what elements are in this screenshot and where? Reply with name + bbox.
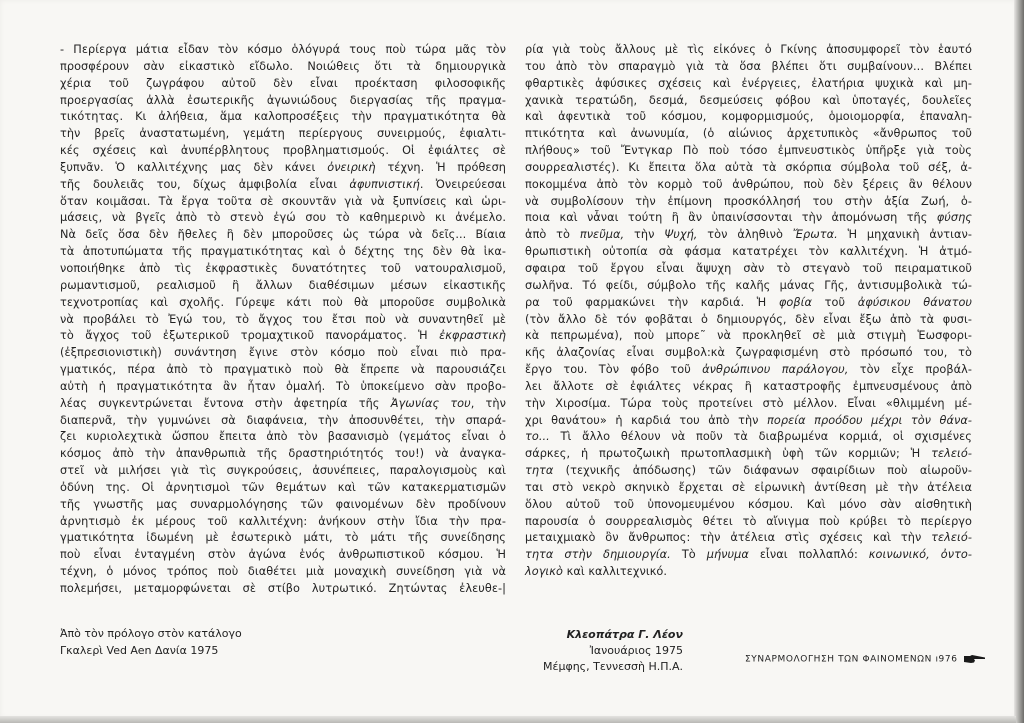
signature-place: Μέμφης, Τεννεσσὴ Η.Π.Α. (543, 660, 683, 673)
text-line (525, 362, 972, 379)
text-run: μάσεις, νὰ βγεῖς ἀπὸ τὸ στενὸ ἐγώ σου τὸ καθημερινὸ κι ἀνέμελο. (60, 211, 506, 225)
text-run: , τὴν (470, 396, 506, 410)
text-run: τὰ ἀποτυπώματα τῆς πραγματικότητας καὶ ὁ δέχτης της δὲν θὰ ἱκα- (60, 245, 506, 259)
text-run: τῆς γνωστῆς μας συναρμολόγησης τῶν φαινομένων δὲν προδίνουν (60, 497, 506, 511)
text-run: φθαρτικὲς ἀφύσικες σχέσεις καὶ ἐνέργειες, ἐλατήρια ψυχικὰ καὶ μη- (525, 76, 972, 90)
text-line (60, 261, 506, 278)
text-line (525, 143, 972, 160)
text-line (60, 194, 506, 211)
text-line (60, 446, 506, 463)
text-line (60, 429, 506, 446)
text-run: τεχνοτροπίας καὶ σχολῆς. Γύρεψε κάτι ποὺ θὰ μποροῦσε συμβολικὰ (60, 295, 506, 309)
text-run: νὰ προβάλει τὸ Ἐγώ του, τὸ ἄγχος του ἔτσι ποὺ νὰ συναντηθεῖ μὲ (60, 312, 506, 326)
text-line (525, 463, 972, 480)
page-footer (745, 654, 986, 665)
text-run: Ἡ μηχανικὴ ἀντιαν- (837, 228, 973, 242)
italic-text: Ἔρωτα. (792, 228, 838, 242)
text-line (60, 480, 506, 497)
text-run: προεργασίας ἀλλὰ ἐσωτερικῆς ἀγωνιώδους διεργασίας τῆς πραγμα- (60, 93, 506, 107)
text-line (525, 379, 972, 396)
text-line (525, 446, 972, 463)
text-line (525, 227, 972, 244)
text-run: αὐτὴ ἡ πραγματικότητα ἂν ἦταν ὁμαλή. Τὸ ὑποκείμενο σὰν προβο- (60, 379, 506, 393)
author-signature (535, 627, 683, 675)
italic-text: ὀνειρικὴ (327, 160, 376, 174)
text-run: τὸν ἀληθινὸ (697, 228, 793, 242)
text-run: τὴν Χιροσίμα. Τώρα τοὺς προτείνει στὸ μέλλον. Εἶναι «θλιμμένη μέ- (525, 396, 972, 410)
text-run: παρουσία ὁ σουρρεαλισμὸς θέτει τὸ αἴνιγμα ποὺ κρύβει τὸ περίεργο (525, 514, 972, 528)
text-line (60, 143, 506, 160)
text-run: χέρια τοῦ ζωγράφου αὐτοῦ δὲν εἶναι προέκταση φιλοσοφικῆς (60, 76, 506, 90)
text-run: γματικός, πέρα ἀπὸ τὸ πραγματικὸ ποὺ θὰ ἔπρεπε νὰ παρουσιάζει (60, 363, 506, 377)
text-run: ρα τοῦ φαρμακώνει τὴν καρδιά. Ἡ (525, 295, 779, 309)
text-run: τὴν (624, 228, 665, 242)
text-run: λέας συγκεντρώνεται ἔντονα στὴν ἀφετηρία τῆς (60, 396, 391, 410)
italic-text: ἀφυπνιστική (349, 177, 420, 191)
text-line (60, 497, 506, 514)
text-run: ρία γιὰ τοὺς ἄλλους μὲ τὶς εἰκόνες ὁ Γκίνης ἀποσυμφορεῖ τὸν ἑαυτό (525, 43, 972, 56)
italic-text: ἐκφραστικὴ (439, 329, 506, 343)
text-run: ἀπὸ τὸ (525, 228, 580, 242)
text-run: στεῖ νὰ μιλήσει γιὰ τὶς συγκρούσεις, ἀσυνέπειες, παραλογισμοὺς καὶ (60, 464, 506, 478)
italic-text: λογικὸ (525, 565, 563, 579)
text-line (525, 160, 972, 177)
text-run: του ἀπὸ τὸν σπαραγμὸ γιὰ τὰ ὅσα βλέπει ὅτι συμβαίνουν... Βλέπει (525, 59, 972, 73)
text-run: (τεχνικῆς ἀπόδωσης) τῶν διάφανων σφαιρίδιων ποὺ αἰωροῦν- (553, 464, 972, 478)
text-line (525, 328, 972, 345)
text-run: . Ὀνειρεύεσαι (419, 177, 506, 191)
text-line (525, 261, 972, 278)
text-line (60, 547, 506, 564)
text-run: καὶ ἀφεντικὰ τοῦ κόσμου, κομφορμισμούς, ὁμοιομορφία, ἐπαναλη- (525, 110, 972, 124)
text-line (525, 547, 972, 564)
italic-text: τελειό- (931, 447, 972, 461)
text-line (525, 278, 972, 295)
text-line (60, 42, 506, 59)
signature-date: Ἰανουάριος 1975 (589, 644, 683, 657)
text-column-right (525, 42, 972, 581)
text-line (525, 514, 972, 531)
text-run: κὰ πεπρωμένα), ποὺ μπορε῀ νὰ προκληθεῖ σὲ μιὰ στιγμὴ Ἑωσφορι- (525, 329, 972, 343)
italic-text: φύσης (936, 211, 972, 225)
text-run: σάρκες, ἡ πρωτοζωικὴ πρωτοπλασμικὴ ὑφὴ τῶν κορμιῶν; Ἡ (525, 447, 932, 461)
page-edge-shadow (1014, 0, 1024, 723)
text-run: τὸ ἄγχος τοῦ ἐξωτερικοῦ τρομαχτικοῦ πανοράματος. Ἡ (60, 329, 440, 343)
text-line (60, 278, 506, 295)
text-run: τῆς δουλειᾶς του, δίχως ἀμφιβολία εἶναι (60, 177, 350, 191)
text-line (60, 463, 506, 480)
text-line (60, 362, 506, 379)
text-run: χανικὰ τερατώδη, δεσμά, δεσμεύσεις φόβου καὶ ὑποταγές, δουλεῖες (525, 93, 972, 107)
caption-line-2: Γκαλερὶ Ved Aen Δανία 1975 (60, 644, 219, 657)
text-run: Νὰ δεῖς ὅσα δὲν ἤθελες ἢ δὲν μποροῦσες ὡς τώρα νὰ δεῖς... Βίαια (60, 228, 506, 242)
source-caption (60, 625, 242, 659)
text-line (525, 480, 972, 497)
text-run: ζει κυριολεχτικὰ ὥσπου ἔπειτα ἀπὸ τὸν βασανισμὸ (γεμάτος εἶναι ὁ (60, 430, 506, 444)
text-run: κές σχέσεις καὶ ἀνυπέρβλητους προβληματισμούς. Οἱ ἐφιάλτες σὲ (60, 144, 506, 158)
footer-title: ΣΥΝΑΡΜΟΛΟΓΗΣΗ ΤΩΝ ΦΑΙΝΟΜΕΝΩΝ (745, 654, 932, 665)
text-run: προσφέρουν σὰν εἰκαστικὸ εἴδωλο. Νοιώθεις ὅτι τὰ δημιουργικὰ (60, 59, 506, 73)
text-run: ὅταν κοιμᾶσαι. Τὰ ἔργα τοῦτα σὲ σκουντᾶν γιὰ νὰ ξυπνίσεις καὶ ὡρι- (60, 194, 506, 208)
text-line (60, 581, 506, 598)
text-line (60, 345, 506, 362)
text-run: (ἐξπρεσιονιστικὴ) συνάντηση ἔγινε στὸν κόσμο ποὺ εἶναι πιὸ πρα- (60, 346, 506, 360)
text-run: νοποιήθηκε ἀπὸ τὶς ἐκφραστικὲς δυνατότητες τοῦ νατουραλισμοῦ, (60, 261, 506, 275)
text-run: σουρρεαλιστές). Κι ἔπειτα ὅλα αὐτὰ τὰ σκόρπια σύμβολα τοῦ σέξ, ἀ- (525, 160, 972, 174)
text-run: κόσμος ἀπὸ τὴν ἀπανθρωπιὰ τῆς δραστηριότητός του!) νὰ ἀναγκα- (60, 447, 506, 461)
text-line (525, 564, 972, 581)
text-run: ὀδύνη της. Οἱ ἀρνητισμοὶ τῶν θεμάτων καὶ τῶν κατακερματισμῶν (60, 480, 506, 494)
text-run: νὰ συμβολίσουν τὴν ἐπίμονη προσκόλλησή του στὴν ἀξία Ζωή, ὁ- (525, 194, 972, 208)
text-line (60, 379, 506, 396)
text-line (525, 210, 972, 227)
text-line (525, 42, 972, 59)
text-run: Τὶ ἄλλο θέλουν νὰ ποῦν τὰ διαβρωμένα κορμιά, οἱ σχισμένες (549, 430, 972, 444)
italic-text: Ἀγωνίας του (390, 396, 471, 410)
text-line (525, 312, 972, 329)
text-run: πλήθους» τοῦ Ἔντγκαρ Πὸ ποὺ τόσο ἐμπνευστικὸς ὑπῆρξε γιὰ τοὺς (525, 144, 972, 158)
text-line (60, 396, 506, 413)
text-run: διαπερνᾶ, τὴν γυμνώνει σὰ διαφάνεια, τὴν ἀποσυνθέτει, τὴν σπαρά- (60, 413, 506, 427)
text-run: θρωπιστικὴ οὐτοπία σὰ φάσμα κατατρέχει τὸν καλλιτέχνη. Ἡ ἀτμό- (525, 245, 972, 259)
text-line (525, 194, 972, 211)
text-column-left (60, 42, 506, 598)
text-run: ὅλου αὐτοῦ τοῦ ὑπονομευμένου κόσμου. Καὶ μόνο σὰν αἰσθητικὴ (525, 497, 972, 511)
text-line (60, 514, 506, 531)
text-run: ται στὸ νεκρὸ σκηνικὸ ἔρχεται σὲ εἰρωνικὴ ἀντίθεση μὲ τὴν ἀτέλεια (525, 480, 972, 494)
text-run: γματικότητα ἰδωμένη μὲ ἐσωτερικὸ μάτι, τὸ μάτι τῆς συνείδησης (60, 531, 506, 545)
text-line (60, 295, 506, 312)
caption-line-1: Ἀπὸ τὸν πρόλογο στὸν κατάλογο (60, 627, 242, 640)
text-line (525, 244, 972, 261)
text-run: πτικότητα καὶ ἀνωνυμία, (ὁ αἰώνιος ἀρχετυπικὸς «ἄνθρωπος τοῦ (525, 127, 972, 141)
text-run: ποκομμένα ἀπὸ τὸν κορμὸ τοῦ ἀνθρώπου, ποὺ δὲν ξέρεις ἂν θέλουν (525, 177, 972, 191)
text-run: λει ἄλλοτε σὲ ἐφιάλτες νέκρας ἢ καταστροφῆς ἐμπνευσμένους ἀπὸ (525, 379, 972, 393)
text-run: κῆς ἀλαζονίας εἶναι συμβολ:κὰ ζωγραφισμένη στὸ πρόσωπό του, τὸ (525, 346, 972, 360)
text-line (60, 126, 506, 143)
italic-text: φοβία (778, 295, 812, 309)
text-line (525, 76, 972, 93)
italic-text: ἀφύσικου θάνατου (857, 295, 972, 309)
pointing-hand-icon (964, 654, 986, 664)
text-run: τικότητας. Κι ἀλήθεια, ἅμα καλοπροσέξεις τὴν πραγματικότητα θὰ (60, 110, 506, 124)
text-line (525, 93, 972, 110)
text-run: πολεμήσει, μεταμορφώνεται σὲ στίβο λυτρωτικό. Ζητώντας ἐλευθε-| (60, 582, 506, 595)
italic-text: πορεία προόδου μέχρι τὸν θάνα- (767, 413, 973, 427)
text-line (525, 126, 972, 143)
text-run: τὸν εἶχε προβάλ- (848, 363, 972, 377)
text-line (60, 312, 506, 329)
text-run: τέχνη, ὁ μόνος τρόπος ποὺ διαθέτει μιὰ μοναχικὴ συνείδηση γιὰ νὰ (60, 565, 506, 579)
text-run: σωλῆνα. Τό φείδι, σύμβολο τῆς καλῆς μάνας Γῆς, ἀντισυμβολικὰ τώ- (525, 278, 972, 292)
text-run: ποια καὶ νἆναι τούτη ἢ ἂν ὑπαινίσσονται τὴν ἀπομόνωση τῆς (525, 211, 937, 225)
text-run: ξυπνᾶν. Ὁ καλλιτέχνης μας δὲν κάνει (60, 160, 328, 174)
italic-text: το... (525, 430, 550, 444)
text-line (60, 210, 506, 227)
text-run: - Περίεργα μάτια εἶδαν τὸν κόσμο ὁλόγυρά τους ποὺ τώρα μᾶς τὸν (60, 43, 506, 56)
italic-text: τητα στὴν δημιουργία. (525, 548, 671, 562)
text-line (525, 413, 972, 430)
text-line (525, 295, 972, 312)
text-line (60, 328, 506, 345)
text-line (60, 564, 506, 581)
text-run: Τὸ (670, 548, 707, 562)
text-run: ποὺ εἶναι ἐνταγμένη στὸν ἀγώνα ἑνός ἀνθρωπιστικοῦ κόσμου. Ἡ (60, 548, 506, 562)
italic-text: μήνυμα (706, 548, 749, 562)
author-name: Κλεοπάτρα Γ. Λέον (566, 628, 683, 641)
text-run: σφαιρα τοῦ ἔργου εἶναι ἄψυχη σὰν τὸ στεγανὸ τοῦ πειραματικοῦ (525, 261, 972, 275)
text-line (525, 177, 972, 194)
text-run: τοῦ (812, 295, 858, 309)
text-line (525, 396, 972, 413)
text-run: εἶναι πολλαπλό: (748, 548, 869, 562)
italic-text: Ψυχή, (664, 228, 698, 242)
text-run: (τὸν ἄλλο δὲ τόν φοβᾶται ὁ δημιουργός, δὲν εἶναι ἔξω ἀπὸ τὰ φυσι- (525, 312, 972, 326)
text-line (525, 345, 972, 362)
text-run: ἀρνητισμὸ ἐκ μέρους τοῦ καλλιτέχνη: ἀνήκουν στὴν ἴδια τὴν πρα- (60, 514, 506, 528)
text-line (525, 59, 972, 76)
text-run: τὴν βρεῖς ἀναστατωμένη, γεμάτη περίεργους συνειρμούς, ἐφιαλτι- (60, 127, 506, 141)
footer-year: ı976 (935, 654, 958, 665)
text-run: ἔργο του. Τὸν φόβο τοῦ (525, 363, 703, 377)
text-run: ρωμαντισμοῦ, ρεαλισμοῦ ἢ ἄλλων διαθέσιμων μέσων εἰκαστικῆς (60, 278, 506, 292)
italic-text: πνεῦμα, (579, 228, 625, 242)
text-line (60, 59, 506, 76)
text-line (525, 429, 972, 446)
page-edge-bottom (0, 716, 1016, 723)
text-line (60, 160, 506, 177)
text-line (60, 177, 506, 194)
text-line (60, 530, 506, 547)
text-line (60, 227, 506, 244)
text-run: καὶ καλλιτεχνικό. (562, 565, 668, 579)
italic-text: τητα (525, 464, 554, 478)
italic-text: κοινωνικό, ὀντο- (868, 548, 973, 562)
text-line (60, 413, 506, 430)
text-line (60, 76, 506, 93)
text-run: χρι θανάτου» ἡ καρδιά του ἀπὸ τὴν (525, 413, 768, 427)
text-line (60, 109, 506, 126)
text-run: μεταιχμιακὸ ὂν ἄνθρωπος: τὴν ἀτέλεια στὶς σχέσεις καὶ τὴν (525, 531, 932, 545)
text-line (525, 109, 972, 126)
italic-text: ἀνθρώπινου παράλογου, (702, 363, 849, 377)
text-line (525, 497, 972, 514)
text-run: τέχνη. Ἡ πρόθεση (375, 160, 507, 174)
text-line (60, 93, 506, 110)
italic-text: τελειό- (931, 531, 972, 545)
text-line (525, 530, 972, 547)
text-line (60, 244, 506, 261)
